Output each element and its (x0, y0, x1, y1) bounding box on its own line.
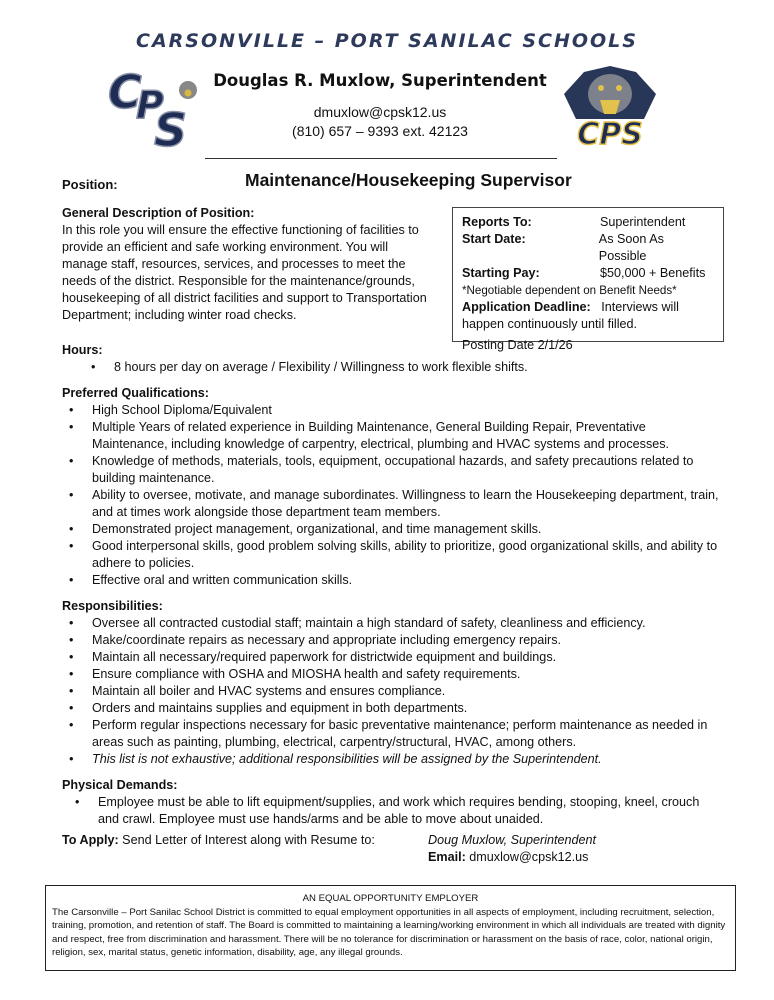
deadline-value-cont: happen continuously until filled. (462, 317, 638, 331)
starting-pay-value: $50,000 + Benefits (600, 266, 706, 280)
qualifications-heading: Preferred Qualifications: (62, 386, 209, 400)
start-date-label: Start Date: (462, 232, 526, 246)
hours-item: • 8 hours per day on average / Flexibility / Willingness to work flexible shifts. (84, 359, 722, 376)
responsibility-item: • Oversee all contracted custodial staff; maintain a high standard of safety, cleanliness and efficiency. (62, 615, 722, 632)
description-line: needs of the district. Responsible for the maintenance/grounds, (62, 274, 415, 288)
qualification-item: • Demonstrated project management, organizational, and time management skills. (62, 521, 722, 538)
apply-label: To Apply: (62, 833, 119, 847)
deadline-label: Application Deadline: (462, 300, 591, 314)
description-heading: General Description of Position: (62, 206, 255, 220)
qualification-item: • Ability to oversee, motivate, and manage subordinates. Willingness to learn the Housekeeping department, train, and at times work alongside those department team members. (62, 487, 722, 521)
qualification-item: • Knowledge of methods, materials, tools, equipment, occupational hazards, and safety precautions related to building maintenance. (62, 453, 722, 487)
responsibility-item: • This list is not exhaustive; additional responsibilities will be assigned by the Superintendent. (62, 751, 722, 768)
apply-contact: Doug Muxlow, Superintendent (428, 833, 597, 847)
header-email: dmuxlow@cpsk12.us (313, 104, 447, 120)
reports-to-label: Reports To: (462, 215, 532, 229)
panther-logo (554, 64, 666, 150)
physical-item: • Employee must be able to lift equipment/supplies, and work which requires bending, stooping, kneel, crouch and crawl. Employee must use hands/arms and be able to move about unaided. (68, 794, 722, 828)
cps-letter-logo (106, 60, 202, 150)
apply-email-label: Email: (428, 850, 466, 864)
reports-to-value: Superintendent (600, 215, 686, 229)
description-line: provide an efficient and safe working environment. You will (62, 240, 389, 254)
posting-date: Posting Date 2/1/26 (462, 338, 573, 352)
apply-section (62, 832, 722, 866)
responsibility-item: • Perform regular inspections necessary for basic preventative maintenance; perform maintenance as needed in areas such as painting, plumbing, electrical, carpentry/structural, HVAC, among others. (62, 717, 722, 751)
qualification-item: • Effective oral and written communication skills. (62, 572, 722, 589)
svg-text:P: P (136, 83, 164, 127)
eeo-text: The Carsonville – Port Sanilac School District is committed to equal employment opportunities in all aspects of employment, including recruitment, selection, training, promotion, and retention of staff. The Board is committed to maintaining a learning/working environment in which all individuals are treated with dignity and respect, free from discrimination and harassment. There will be no tolerance for discrimination or harassment on the basis of race, color, national origin, religion, sex, marital status, genetic information, disability, age, any illegal grounds. (52, 906, 726, 959)
responsibility-item: • Make/coordinate repairs as necessary and appropriate including emergency repairs. (62, 632, 722, 649)
apply-text: Send Letter of Interest along with Resume to: (122, 833, 375, 847)
description-line: manage staff, resources, services, and processes to meet the (62, 257, 406, 271)
svg-text:C: C (108, 65, 142, 119)
responsibility-item: • Ensure compliance with OSHA and MIOSHA health and safety requirements. (62, 666, 722, 683)
svg-text:CPS: CPS (577, 117, 643, 150)
eeo-statement (45, 885, 736, 971)
responsibility-item: • Maintain all boiler and HVAC systems and ensures compliance. (62, 683, 722, 700)
hours-heading: Hours: (62, 343, 103, 357)
svg-text:S: S (154, 103, 188, 150)
physical-heading: Physical Demands: (62, 778, 178, 792)
start-date-value: As Soon As Possible (598, 232, 664, 263)
responsibility-item: • Orders and maintains supplies and equipment in both departments. (62, 700, 722, 717)
general-description (62, 205, 452, 324)
school-name: CARSONVILLE – PORT SANILAC SCHOOLS (136, 30, 638, 52)
qualification-item: • Good interpersonal skills, good problem solving skills, ability to prioritize, good organizational skills, and ability to adhere to policies. (62, 538, 722, 572)
responsibility-item: • Maintain all necessary/required paperwork for districtwide equipment and buildings. (62, 649, 722, 666)
header-phone: (810) 657 – 9393 ext. 42123 (292, 123, 468, 139)
position-label: Position: (62, 177, 118, 192)
position-info-box (452, 207, 724, 352)
position-title: Maintenance/Housekeeping Supervisor (245, 170, 572, 190)
superintendent-name: Douglas R. Muxlow, Superintendent (213, 71, 547, 90)
qualification-item: • High School Diploma/Equivalent (62, 402, 722, 419)
deadline-value: Interviews will (601, 300, 679, 314)
pay-note: *Negotiable dependent on Benefit Needs* (462, 284, 677, 297)
description-line: Department; including winter road checks. (62, 308, 297, 322)
starting-pay-label: Starting Pay: (462, 266, 540, 280)
job-details (62, 333, 722, 828)
eeo-heading: AN EQUAL OPPORTUNITY EMPLOYER (302, 893, 479, 904)
header-divider (205, 158, 557, 159)
description-line: In this role you will ensure the effective functioning of facilities to (62, 223, 419, 237)
responsibilities-heading: Responsibilities: (62, 599, 163, 613)
description-line: housekeeping of all district facilities and support to Transportation (62, 291, 427, 305)
qualification-item: • Multiple Years of related experience in Building Maintenance, General Building Repair, Preventative Maintenance, including knowledge of carpentry, electrical, plumbing and HVAC systems and processes. (62, 419, 722, 453)
apply-email[interactable]: dmuxlow@cpsk12.us (469, 850, 589, 864)
